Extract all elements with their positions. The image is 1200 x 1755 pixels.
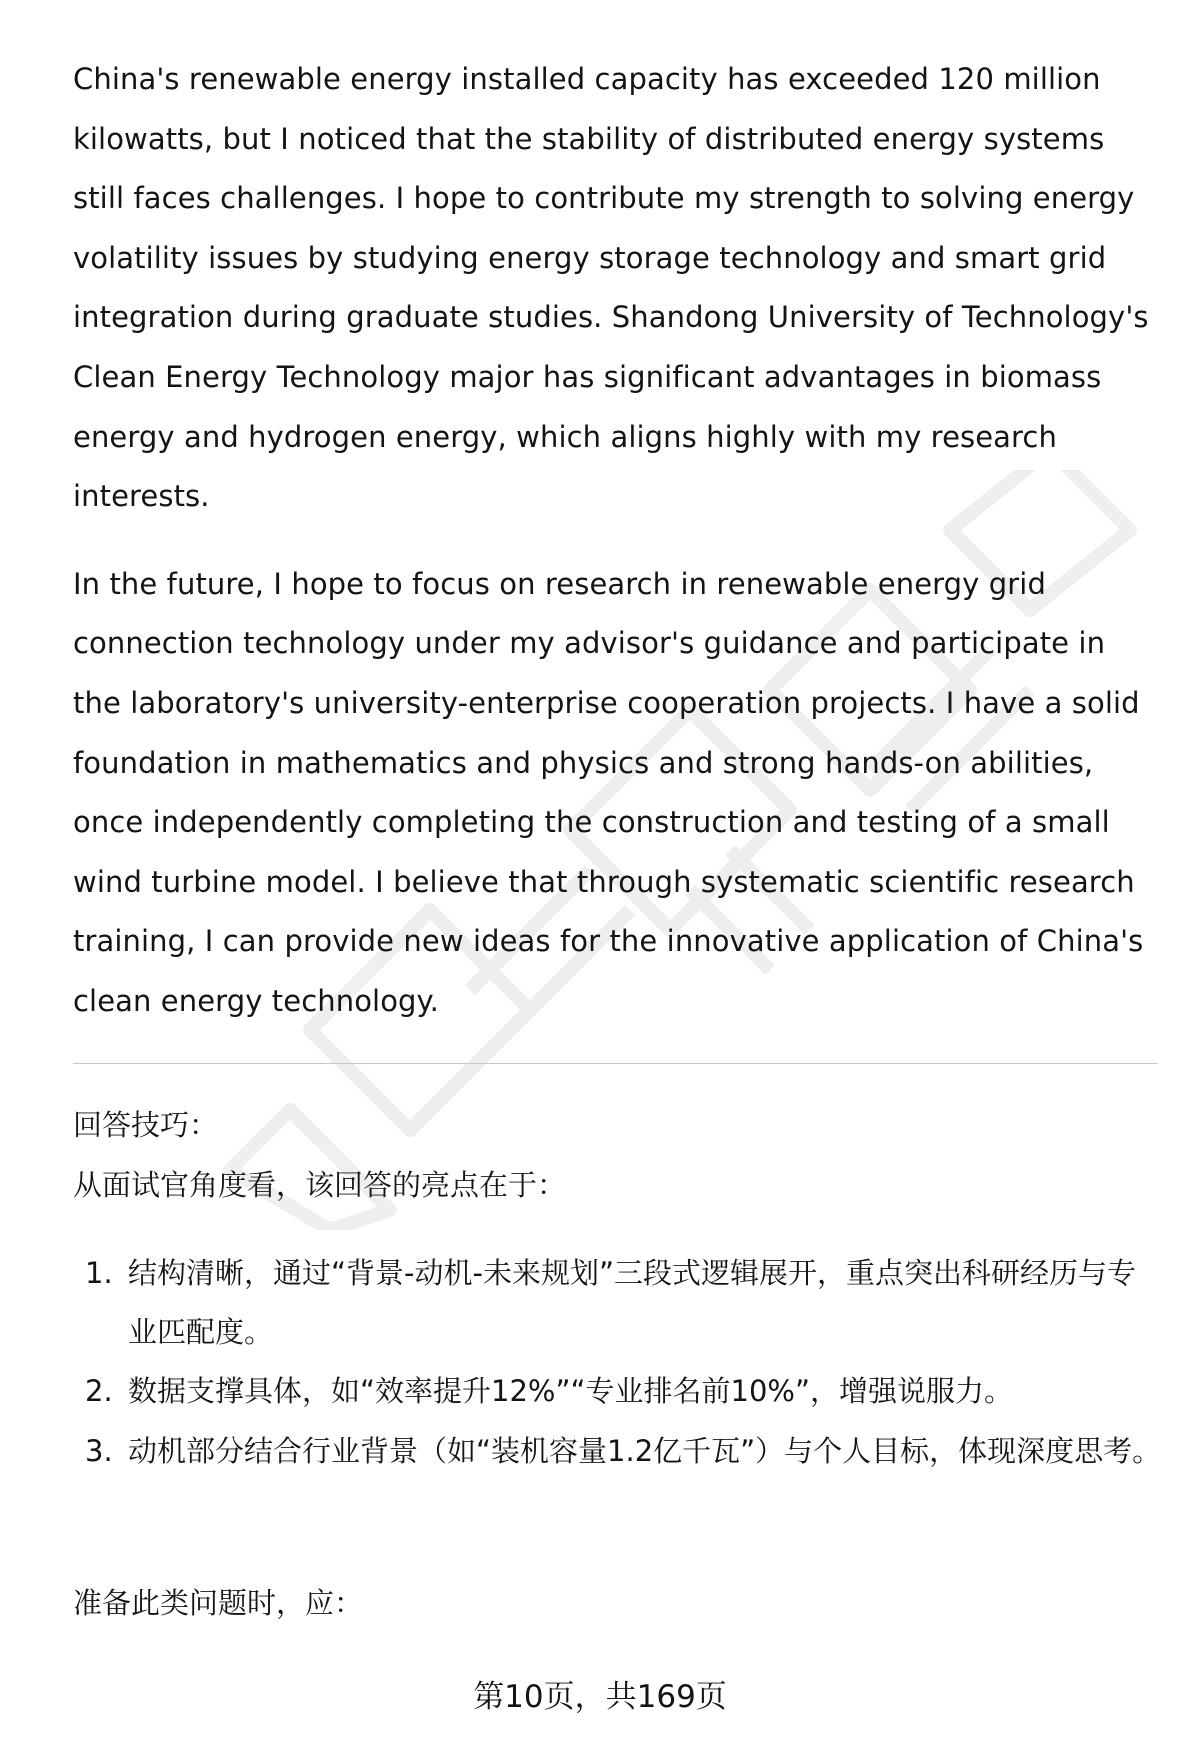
section-divider	[73, 1063, 1158, 1064]
answer-paragraph-2: In the future, I hope to focus on research in renewable energy grid connection technology under my advisor's guidance and participate in the laboratory's university-enterprise cooperation projects. I have a solid foundation in mathematics and physics and strong hands-on abilities, once independently completing the construction and testing of a small wind turbine model. I believe that through systematic scientific research training, I can provide new ideas for the innovative application of China's clean energy technology.	[73, 566, 1144, 1018]
list-item	[73, 1244, 1163, 1361]
list-item-text: 结构清晰，通过“背景-动机-未来规划”三段式逻辑展开，重点突出科研经历与专业匹配度。	[128, 1256, 1136, 1349]
answer-body	[73, 50, 1158, 1032]
list-number: 1.	[85, 1256, 113, 1290]
tips-intro: 从面试官角度看，该回答的亮点在于：	[73, 1168, 567, 1202]
answer-paragraph-1: China's renewable energy installed capacity has exceeded 120 million kilowatts, but I noticed that the stability of distributed energy systems still faces challenges. I hope to contribute my strength to solving energy volatility issues by studying energy storage technology and smart grid integration during graduate studies. Shandong University of Technology's Clean Energy Technology major has significant advantages in biomass energy and hydrogen energy, which aligns highly with my research interests.	[73, 62, 1149, 514]
list-item-text: 动机部分结合行业背景（如“装机容量1.2亿千瓦”）与个人目标，体现深度思考。	[128, 1433, 1162, 1468]
list-item	[73, 1422, 1163, 1481]
tips-list	[73, 1244, 1163, 1481]
list-item	[73, 1362, 1163, 1421]
list-number: 3.	[85, 1433, 113, 1468]
prep-heading: 准备此类问题时，应：	[73, 1586, 364, 1620]
list-item-text: 数据支撑具体，如“效率提升12%”“专业排名前10%”，增强说服力。	[128, 1374, 1014, 1408]
tips-heading: 回答技巧：	[73, 1108, 219, 1142]
list-number: 2.	[85, 1374, 113, 1408]
page-number-footer: 第10页，共169页	[473, 1679, 727, 1715]
